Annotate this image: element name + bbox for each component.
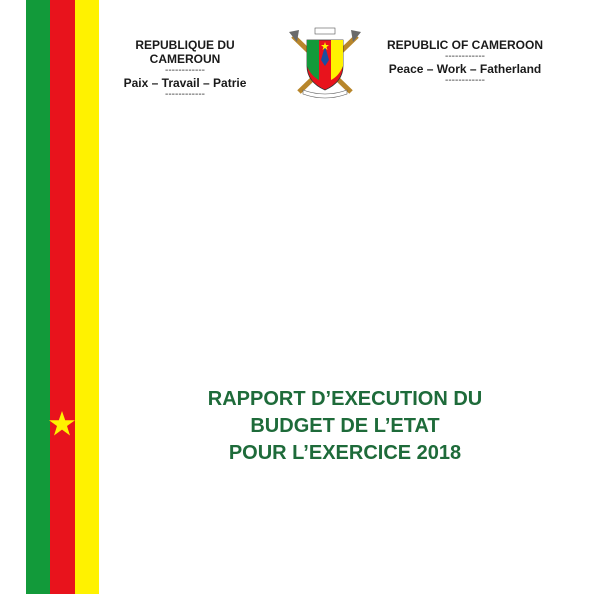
flag-stripe-red [50,0,75,594]
coat-of-arms-icon [285,22,365,100]
country-name-french: REPUBLIQUE DU CAMEROUN [135,38,235,66]
title-line-1: RAPPORT D’EXECUTION DU [207,388,483,410]
motto-english: Peace – Work – Fatherland [388,62,542,76]
separator: ------------ [165,65,205,76]
flag-stripe-yellow [75,0,99,594]
flag-stripe-green [26,0,50,594]
separator: ------------ [445,51,485,62]
report-title [150,386,540,467]
separator: ------------ [165,89,205,100]
title-line-2: BUDGET DE L’ETAT [250,415,440,437]
country-name-english: REPUBLIC OF CAMEROON [387,38,543,52]
title-line-3: POUR L’EXERCICE 2018 [228,442,462,464]
header-english [380,38,550,86]
separator: ------------ [445,75,485,86]
flag-star-icon [48,410,76,438]
motto-french: Paix – Travail – Patrie [123,76,247,90]
header-french [100,38,270,100]
